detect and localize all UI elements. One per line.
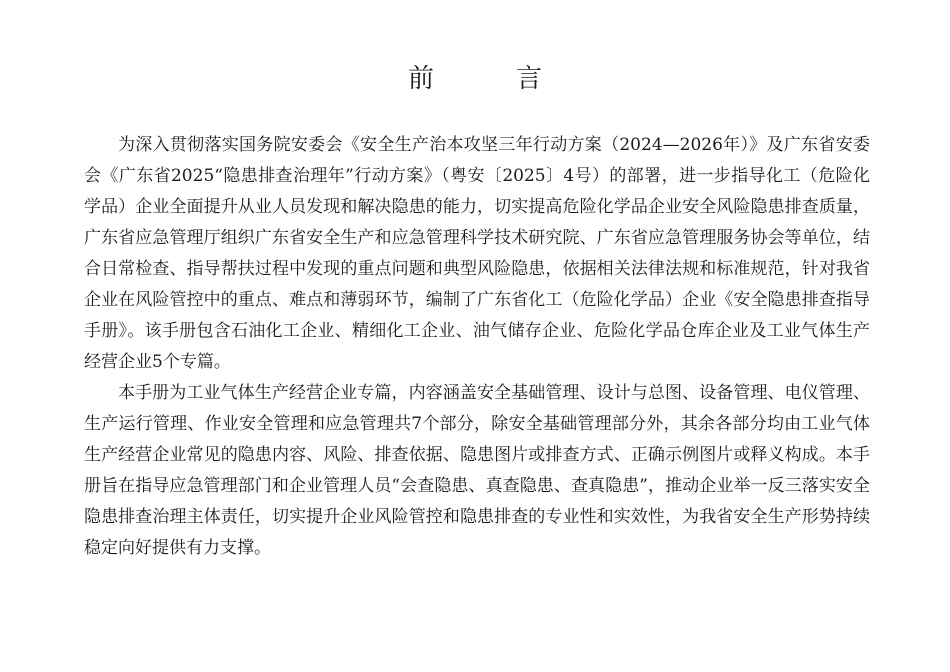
preface-body	[84, 130, 870, 564]
paragraph-2: 本手册为工业气体生产经营企业专篇，内容涵盖安全基础管理、设计与总图、设备管理、电仪管理、生产运行管理、作业安全管理和应急管理共7个部分，除安全基础管理部分外，其余各部分均由工业气体生产经营企业常见的隐患内容、风险、排查依据、隐患图片或排查方式、正确示例图片或释义构成。本手册旨在指导应急管理部门和企业管理人员“会查隐患、真查隐患、查真隐患”，推动企业举一反三落实安全隐患排查治理主体责任，切实提升企业风险管控和隐患排查的专业性和实效性，为我省安全生产形势持续稳定向好提供有力支撑。	[84, 383, 870, 558]
page-title: 前 言	[407, 64, 570, 94]
paragraph-1: 为深入贯彻落实国务院安委会《安全生产治本攻坚三年行动方案（2024—2026年）》及广东省安委会《广东省2025“隐患排查治理年”行动方案》（粤安〔2025〕4号）的部署，进一步指导化工（危险化学品）企业全面提升从业人员发现和解决隐患的能力，切实提高危险化学品企业安全风险隐患排查质量，广东省应急管理厅组织广东省安全生产和应急管理科学技术研究院、广东省应急管理服务协会等单位，结合日常检查、指导帮扶过程中发现的重点问题和典型风险隐患，依据相关法律法规和标准规范，针对我省企业在风险管控中的重点、难点和薄弱环节，编制了广东省化工（危险化学品）企业《安全隐患排查指导手册》。该手册包含石油化工企业、精细化工企业、油气储存企业、危险化学品仓库企业及工业气体生产经营企业5个专篇。	[84, 135, 870, 372]
